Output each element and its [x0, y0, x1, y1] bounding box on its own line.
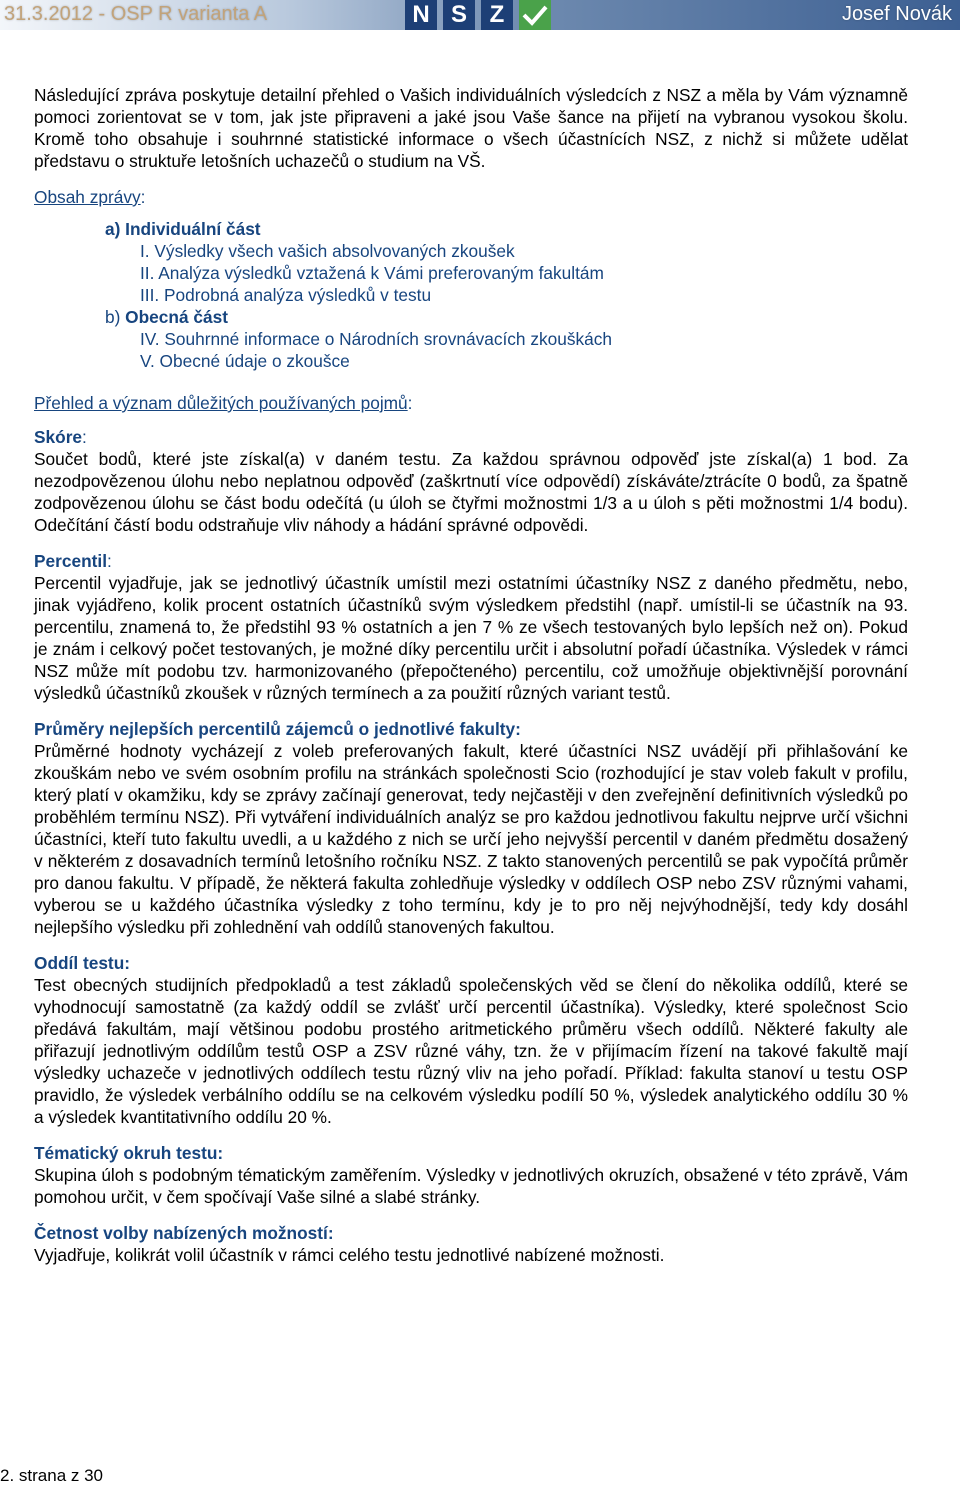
test-section-text: Test obecných studijních předpokladů a test základů společenských věd se člení do několika oddílů, které se vyhodnocují samostatně (za každý oddíl se zvlášť určí percentil účastníka). Výsledky, které společnost Scio předává fakultám, mají většinou podobu prostého aritmetického průměru všech oddílů. Některé fakulty ale přiřazují jednotlivým oddílům testů OSP a ZSV různé váhy, tzn. že v přijímacím řízení na takové fakultě mají výsledky uchazeče v jednotlivých oddílech testu různý vliv na jeho pořadí. Příklad: fakulta stanoví u testu OSP pravidlo, že výsledek verbálního oddílu se na celkovém výsledku podílí 50 %, výsledek analytického oddílu 30 % a výsledek kvantitativního oddílu 20 %. — [34, 975, 908, 1127]
checkmark-icon — [519, 0, 551, 30]
toc-heading: Obsah zprávy: — [34, 187, 146, 207]
header-user-name: Josef Novák — [841, 3, 952, 25]
glossary-heading: Přehled a význam důležitých používaných pojmů: — [34, 393, 413, 413]
toc-item: III. Podrobná analýza výsledků v testu — [140, 285, 432, 305]
intro-paragraph: Následující zpráva poskytuje detailní přehled o Vašich individuálních výsledcích z NSZ a měla by Vám významně pomoci zorientovat se v tom, jak jste připraveni a jaké jsou Vaše šance na přijetí na vybranou vysokou školu. Kromě toho obsahuje i souhrnné statistické informace o všech účastnících NSZ, z nichž si můžete udělat představu o struktuře letošních uchazečů o studium na VŠ. — [34, 85, 908, 171]
page-footer — [0, 1466, 103, 1486]
toc-item: IV. Souhrnné informace o Národních srovnávacích zkouškách — [140, 329, 612, 349]
toc-part-a: a) Individuální část — [105, 219, 261, 239]
nsz-logo — [405, 0, 551, 30]
toc-item: V. Obecné údaje o zkoušce — [140, 351, 350, 371]
averages-title: Průměry nejlepších percentilů zájemců o jednotlivé fakulty: — [34, 719, 521, 739]
percentile-text: Percentil vyjadřuje, jak se jednotlivý účastník umístil mezi ostatními účastníky NSZ z daného předmětu, nebo, jinak vyjádřeno, kolik procent ostatních účastníků svým výsledkem předstihl (např. umístil-li se účastník na 93. percentilu, znamená to, že předstihl 93 % ostatních a jen 7 % ze všech testovaných bylo lepších než on). Pokud je znám i celkový počet testovaných, je možné díky percentilu určit i absolutní pořadí účastníka. Výsledek v rámci NSZ může mít podobu tzv. harmonizovaného (přepočteného) percentilu, což umožňuje objektivnější porovnání výsledků účastníků zkoušek v různých termínech a za použití různých variant testů. — [34, 573, 908, 703]
logo-letter-n: N — [405, 0, 437, 30]
toc-part-b: b) Obecná část — [105, 307, 228, 327]
table-of-contents — [34, 218, 908, 372]
page-number: 2. strana z 30 — [0, 1466, 104, 1485]
logo-letter-z: Z — [481, 0, 513, 30]
score-text: Součet bodů, které jste získal(a) v daném testu. Za každou správnou odpověď jste získal(a) 1 bod. Za nezodpovězenou úlohu nebo neplatnou odpověď (zaškrtnutí více odpovědí) získáváte/ztrácíte 0 bodů, za špatně zodpovězenou úlohu se část bodu odečítá (u úloh se čtyřmi možnostmi 1/3 a u úloh s pěti možnostmi 1/4 bodu). Odečítání částí bodu odstraňuje vliv náhody a hádání správné odpovědi. — [34, 449, 908, 535]
logo-letter-s: S — [443, 0, 475, 30]
percentile-title: Percentil: — [34, 551, 112, 571]
averages-text: Průměrné hodnoty vycházejí z voleb preferovaných fakult, které účastníci NSZ uvádějí při přihlašování ke zkouškám nebo ve svém osobním profilu na stránkách společnosti Scio (rozhodující je stav voleb fakult v profilu, který platí v okamžiku, kdy se zprávy začínají generovat, tedy nejčastěji v den zveřejnění definitivních výsledků po proběhlém termínu NSZ). Při vytváření individuálních analýz se pro každou jednotlivou fakultu nejprve určí všichni účastníci, kteří tuto fakultu uvedli, a u každého z nich se určí jeho nejvyšší percentil v daném předmětu dosažený v některém z dosavadních termínů letošního ročníku NSZ. Z takto stanovených percentilů se pak vypočítá průměr pro danou fakultu. V případě, že některá fakulta zohledňuje výsledky v oddílech OSP nebo ZSV různými vahami, vyberou se u každého účastníka výsledky z toho termínu, kdy je to pro něj nejvýhodnější, tedy kdy dosáhl nejlepšího výsledku při zohlednění vah oddílů stanovených fakultou. — [34, 741, 908, 937]
topic-title: Tématický okruh testu: — [34, 1143, 224, 1163]
header-date-variant: 31.3.2012 - OSP R varianta A — [4, 3, 268, 25]
page-header — [0, 0, 960, 34]
topic-text: Skupina úloh s podobným tématickým zaměřením. Výsledky v jednotlivých okruzích, obsažené v této zprávě, Vám pomohou určit, v čem spočívají Vaše silné a slabé stránky. — [34, 1165, 908, 1207]
test-section-title: Oddíl testu: — [34, 953, 131, 973]
report-body — [34, 84, 908, 1266]
frequency-text: Vyjadřuje, kolikrát volil účastník v rámci celého testu jednotlivé nabízené možnosti. — [34, 1245, 665, 1265]
toc-item: II. Analýza výsledků vztažená k Vámi preferovaným fakultám — [140, 263, 604, 283]
toc-item: I. Výsledky všech vašich absolvovaných zkoušek — [140, 241, 515, 261]
frequency-title: Četnost volby nabízených možností: — [34, 1223, 334, 1243]
score-title: Skóre: — [34, 427, 87, 447]
